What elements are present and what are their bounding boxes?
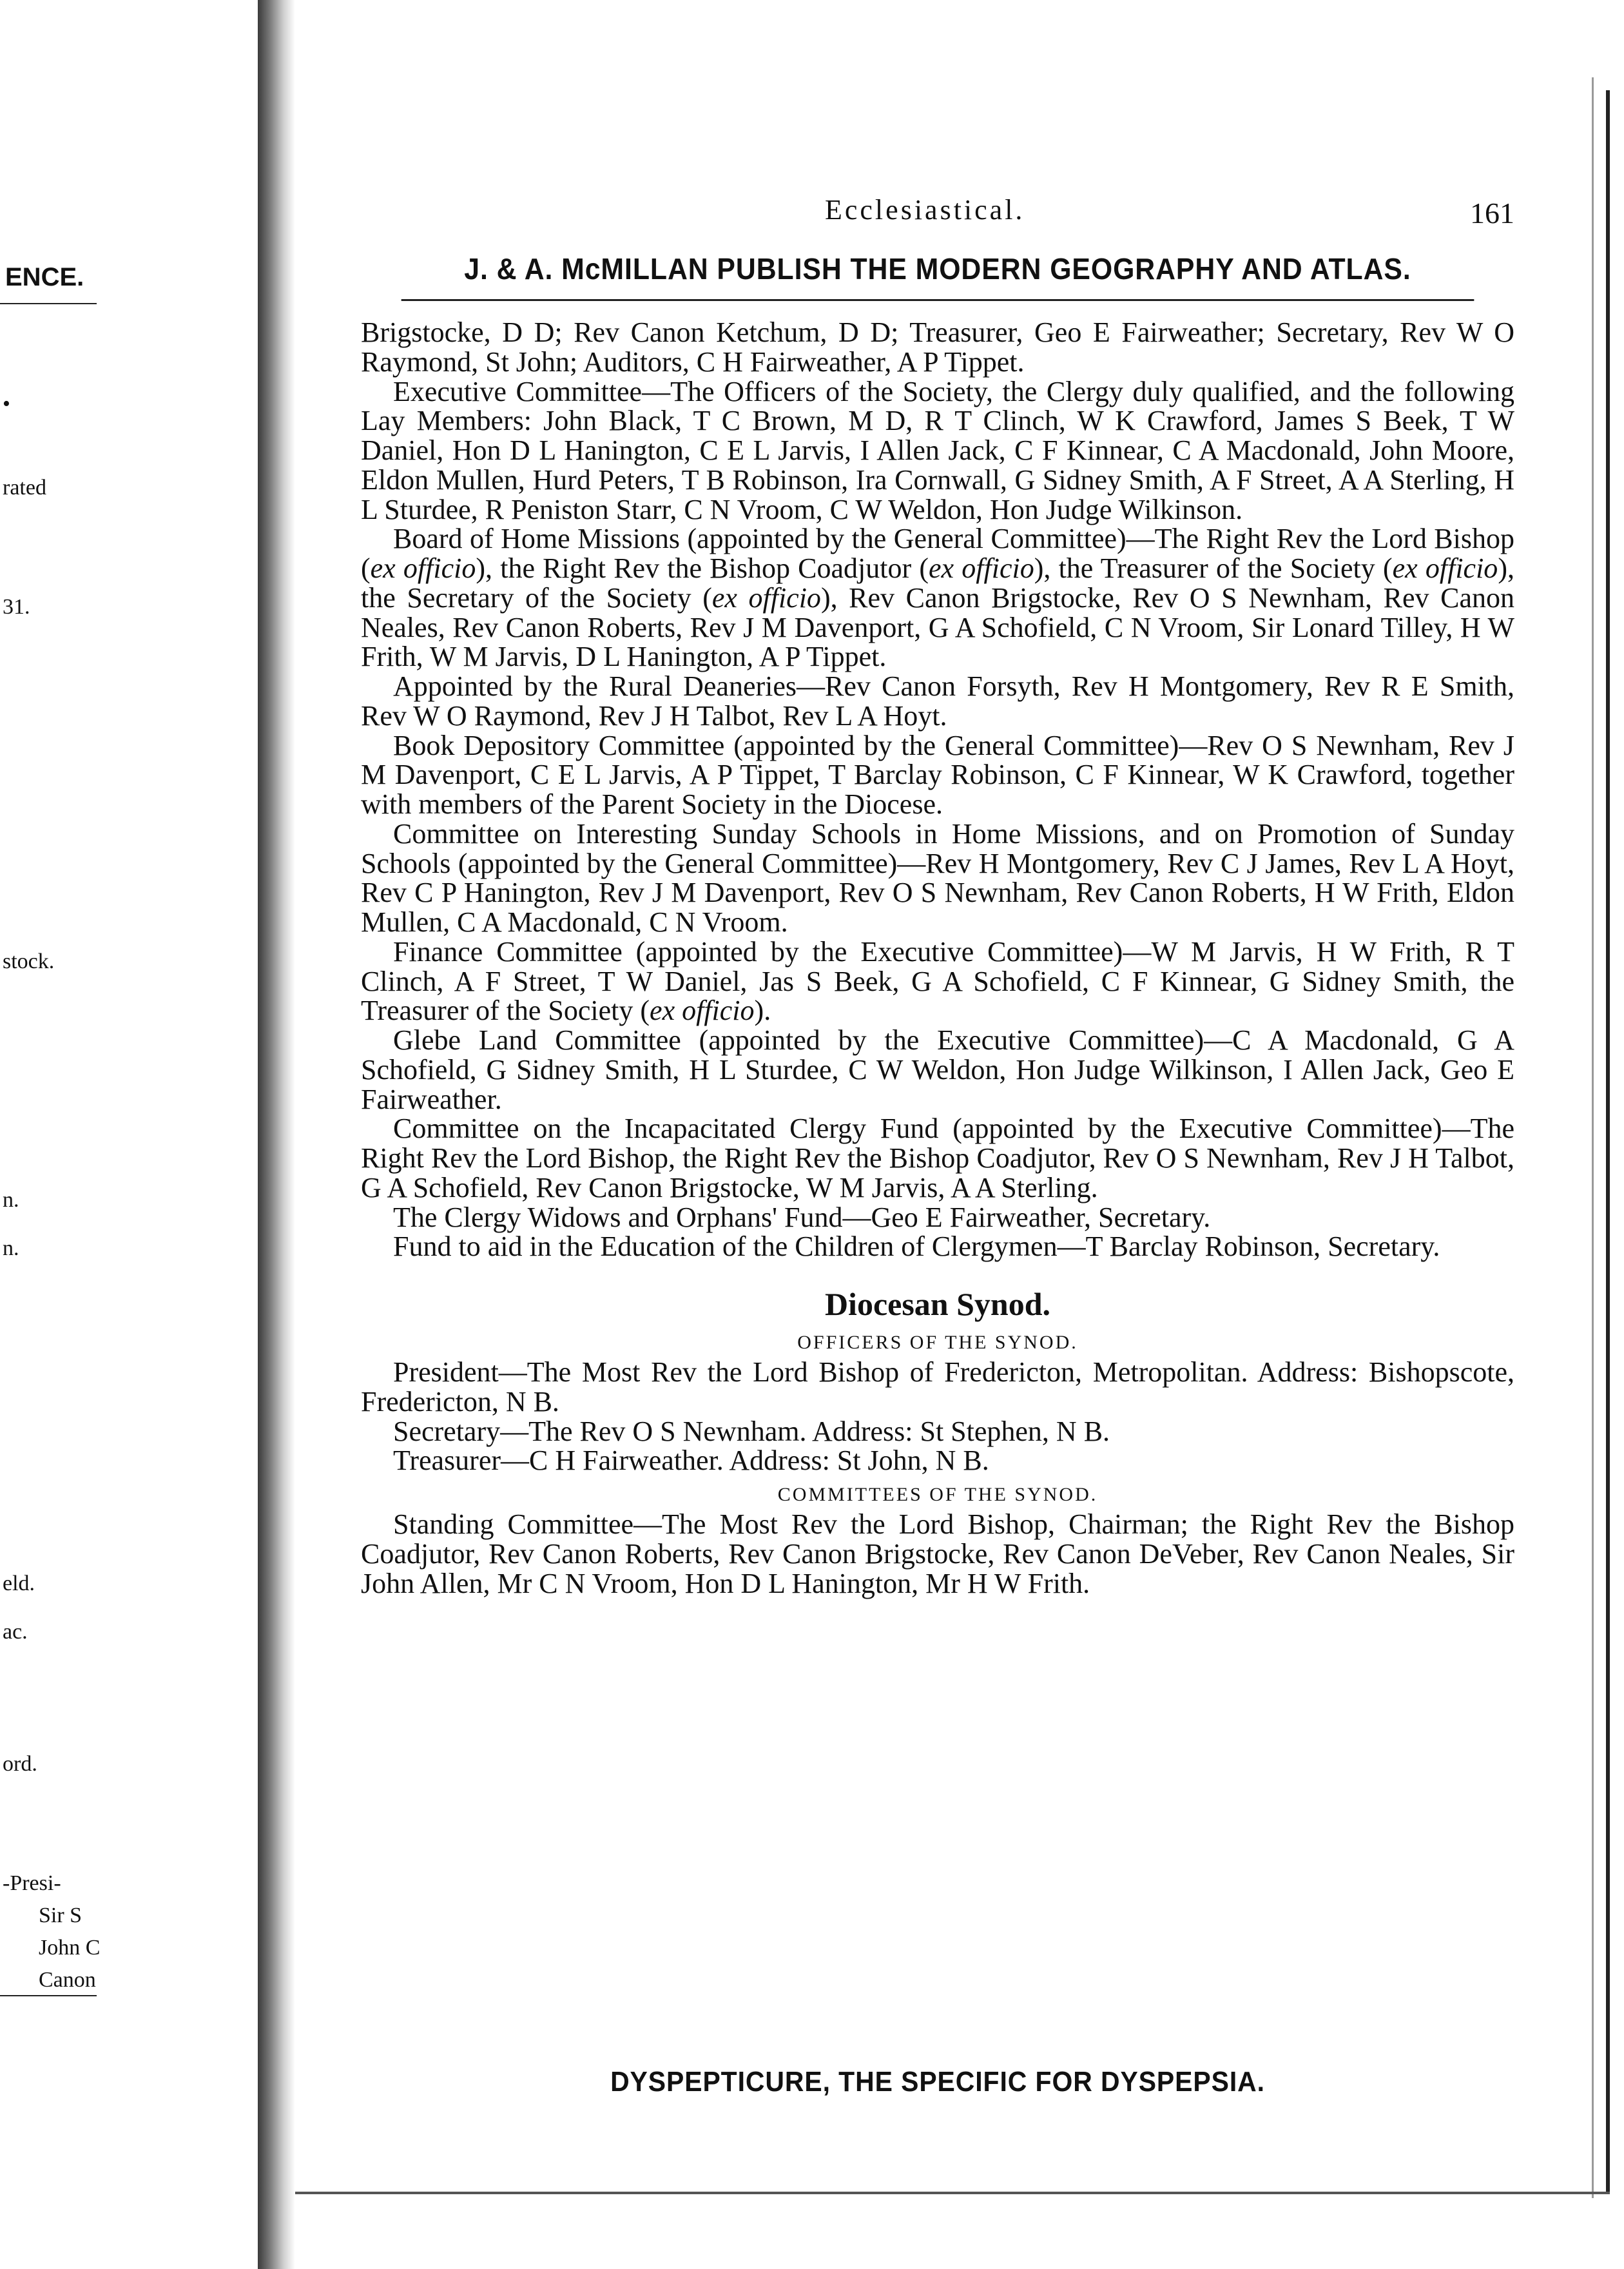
facing-page-rule: [0, 1995, 97, 1996]
paragraph: Appointed by the Rural Deaneries—Rev Canon Forsyth, Rev H Montgomery, Rev R E Smith, Rev W O Raymond, Rev J H Talbot, Rev L A Hoyt.: [361, 670, 1514, 732]
book-gutter: [258, 0, 295, 2269]
subheading: COMMITTEES OF THE SYNOD.: [777, 1484, 1098, 1506]
facing-page-fragment: 31.: [3, 595, 30, 619]
facing-page-heading-fragment: ENCE.: [5, 263, 84, 291]
main-page: [361, 193, 1514, 1599]
paragraph: Fund to aid in the Education of the Children of Clergymen—T Barclay Robinson, Secretary.: [393, 1231, 1440, 1263]
paragraph: President—The Most Rev the Lord Bishop of Fredericton, Metropolitan. Address: Bishopscote, Fredericton, N B.: [361, 1356, 1514, 1417]
paragraph: Glebe Land Committee (appointed by the Executive Committee)—C A Macdonald, G A Schofield, G Sidney Smith, H L Sturdee, C W Weldon, Hon Judge Wilkinson, I Allen Jack, Geo E Fairweather.: [361, 1024, 1514, 1115]
paragraph: Book Depository Committee (appointed by the General Committee)—Rev O S Newnham, Rev J M Davenport, C E L Jarvis, A P Tippet, T Barclay Robinson, C F Kinnear, W K Crawford, together with members of the Parent Society in the Diocese.: [361, 729, 1514, 820]
paragraph: Committee on Interesting Sunday Schools in Home Missions, and on Promotion of Sunday Schools (appointed by the General Committee)—Rev H Montgomery, Rev C J James, Rev L A Hoyt, Rev C P Hanington, Rev J M Davenport, Rev O S Newnham, Rev Canon Roberts, H W Frith, Eldon Mullen, C A Macdonald, C N Vroom.: [361, 817, 1514, 938]
facing-page-fragment: rated: [3, 476, 46, 500]
facing-page-fragment: Sir S: [39, 1904, 82, 1927]
facing-page-fragment: ac.: [3, 1620, 28, 1644]
facing-page-fragment: n.: [3, 1188, 19, 1212]
paragraph: Standing Committee—The Most Rev the Lord Bishop, Chairman; the Right Rev the Bishop Coadjutor, Rev Canon Roberts, Rev Canon Brigstocke, Rev Canon DeVeber, Rev Canon Neales, Sir John Allen, Mr C N Vroom, Hon D L Hanington, Mr H W Frith.: [361, 1508, 1514, 1599]
paragraph: Brigstocke, D D; Rev Canon Ketchum, D D; Treasurer, Geo E Fairweather; Secretary, Rev W O Raymond, St John; Auditors, C H Fairweather, A P Tippet.: [361, 316, 1514, 378]
paragraph: The Clergy Widows and Orphans' Fund—Geo E Fairweather, Secretary.: [393, 1201, 1211, 1233]
page-edge: [295, 2192, 1610, 2194]
page-edge: [1606, 90, 1610, 2192]
paragraph: Secretary—The Rev O S Newnham. Address: St Stephen, N B.: [393, 1415, 1110, 1447]
page-edge: [1592, 77, 1594, 2198]
facing-page-fragment: eld.: [3, 1572, 35, 1595]
facing-page-fragment: -Presi-: [3, 1871, 61, 1895]
paragraph: Finance Committee (appointed by the Executive Committee)—W M Jarvis, H W Frith, R T Clinch, A F Street, T W Daniel, Jas S Beek, G A Schofield, C F Kinnear, G Sidney Smith, the Treasurer of the Society (ex officio).: [361, 935, 1514, 1027]
facing-page-fragment: ord.: [3, 1752, 37, 1776]
facing-page: [0, 0, 262, 2269]
paragraph: Executive Committee—The Officers of the Society, the Clergy duly qualified, and the following Lay Members: John Black, T C Brown, M D, R T Clinch, W K Crawford, James S Beek, T W Daniel, Hon D L Hanington, C E L Jarvis, I Allen Jack, C F Kinnear, C A Macdonald, John Moore, Eldon Mullen, Hurd Peters, T B Robinson, Ira Cornwall, G Sidney Smith, A F Street, A A Sterling, H L Sturdee, R Peniston Starr, C N Vroom, C W Weldon, Hon Judge Wilkinson.: [361, 375, 1514, 525]
facing-page-fragment: John C: [39, 1936, 101, 1960]
facing-page-fragment: n.: [3, 1236, 19, 1260]
advertisement-banner: J. & A. McMILLAN PUBLISH THE MODERN GEOGRAPHY AND ATLAS.: [401, 245, 1474, 301]
footer-advertisement: DYSPEPTICURE, THE SPECIFIC FOR DYSPEPSIA.: [610, 2066, 1265, 2098]
section-title: Diocesan Synod.: [824, 1286, 1051, 1322]
facing-page-fragment: stock.: [3, 949, 55, 973]
running-title: Ecclesiastical.: [825, 194, 1025, 226]
paragraph: Board of Home Missions (appointed by the General Committee)—The Right Rev the Lord Bishop (ex officio), the Right Rev the Bishop Coadjutor (ex officio), the Treasurer of the Society (ex officio), the Secretary of the Society (ex officio), Rev Canon Brigstocke, Rev O S Newnham, Rev Canon Neales, Rev Canon Roberts, Rev J M Davenport, G A Schofield, C N Vroom, Sir Lonard Tilley, H W Frith, W M Jarvis, D L Hanington, A P Tippet.: [361, 523, 1514, 673]
subheading: OFFICERS OF THE SYNOD.: [797, 1332, 1078, 1353]
paragraph: Committee on the Incapacitated Clergy Fund (appointed by the Executive Committee)—The Right Rev the Lord Bishop, the Right Rev the Bishop Coadjutor, Rev O S Newnham, Rev J H Talbot, G A Schofield, Rev Canon Brigstocke, W M Jarvis, A A Sterling.: [361, 1113, 1514, 1203]
body-text: [361, 318, 1514, 1599]
running-head: [361, 193, 1514, 245]
page-number: 161: [1470, 197, 1514, 229]
paragraph: Treasurer—C H Fairweather. Address: St John, N B.: [393, 1445, 989, 1477]
facing-page-fragment: •: [3, 392, 10, 416]
facing-page-fragment: Canon: [39, 1968, 96, 1992]
facing-page-rule: [0, 303, 97, 304]
